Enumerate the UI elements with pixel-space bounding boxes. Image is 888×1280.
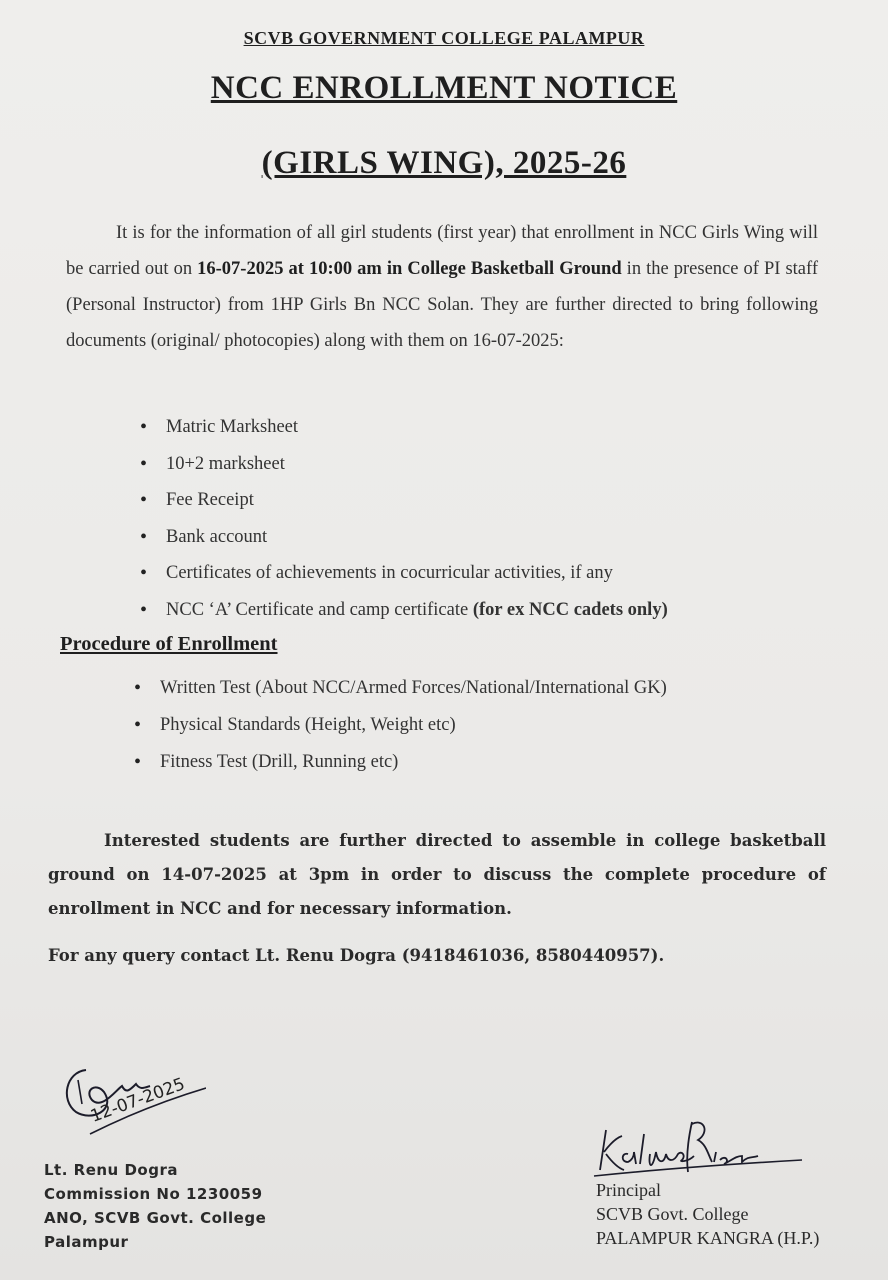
handwritten-date: 12-07-2025 — [88, 1074, 188, 1127]
list-item: • NCC ‘A’ Certificate and camp certificate (for ex NCC cadets only) — [140, 595, 668, 632]
ano-designation: ANO, SCVB Govt. College — [44, 1209, 267, 1227]
ano-place: Palampur — [44, 1233, 129, 1251]
notice-subtitle: (GIRLS WING), 2025-26 — [261, 145, 627, 181]
enrollment-date-venue: 16-07-2025 at 10:00 am in College Basketball Ground — [197, 259, 622, 279]
list-item: • Fitness Test (Drill, Running etc) — [134, 747, 667, 784]
procedure-heading: Procedure of Enrollment — [60, 633, 278, 655]
ano-name: Lt. Renu Dogra — [44, 1161, 178, 1179]
procedure-list — [134, 673, 667, 784]
principal-place: PALAMPUR KANGRA (H.P.) — [596, 1228, 820, 1248]
principal-details — [596, 1178, 819, 1250]
principal-college: SCVB Govt. College — [596, 1204, 749, 1224]
list-item: • 10+2 marksheet — [140, 449, 668, 486]
query-contact: For any query contact Lt. Renu Dogra (9418461036, 8580440957). — [48, 946, 665, 965]
college-name: SCVB GOVERNMENT COLLEGE PALAMPUR — [243, 28, 645, 48]
ano-commission: Commission No 1230059 — [44, 1185, 263, 1203]
list-item: • Certificates of achievements in cocurricular activities, if any — [140, 558, 668, 595]
list-item: • Bank account — [140, 522, 668, 559]
list-item: • Written Test (About NCC/Armed Forces/National/International GK) — [134, 673, 667, 710]
list-item: • Fee Receipt — [140, 485, 668, 522]
ano-details — [44, 1158, 266, 1254]
documents-list — [140, 412, 668, 631]
intro-paragraph: It is for the information of all girl students (first year) that enrollment in NCC Girls Wing will be carried out on 16-07-2025 at 10:00 am in College Basketball Ground in the presence of PI staff (Personal Instructor) from 1HP Girls Bn NCC Solan. They are further directed to bring following documents (original/ photocopies) along with them on 16-07-2025: — [66, 223, 818, 351]
list-item: • Matric Marksheet — [140, 412, 668, 449]
notice-title: NCC ENROLLMENT NOTICE — [210, 70, 678, 106]
principal-title: Principal — [596, 1180, 661, 1200]
principal-signature — [592, 1110, 812, 1180]
assembly-paragraph: Interested students are further directed to assemble in college basketball ground on 14-07-2025 at 3pm in order to discuss the complete procedure of enrollment in NCC and for necessary information. — [48, 831, 826, 918]
list-item: • Physical Standards (Height, Weight etc) — [134, 710, 667, 747]
